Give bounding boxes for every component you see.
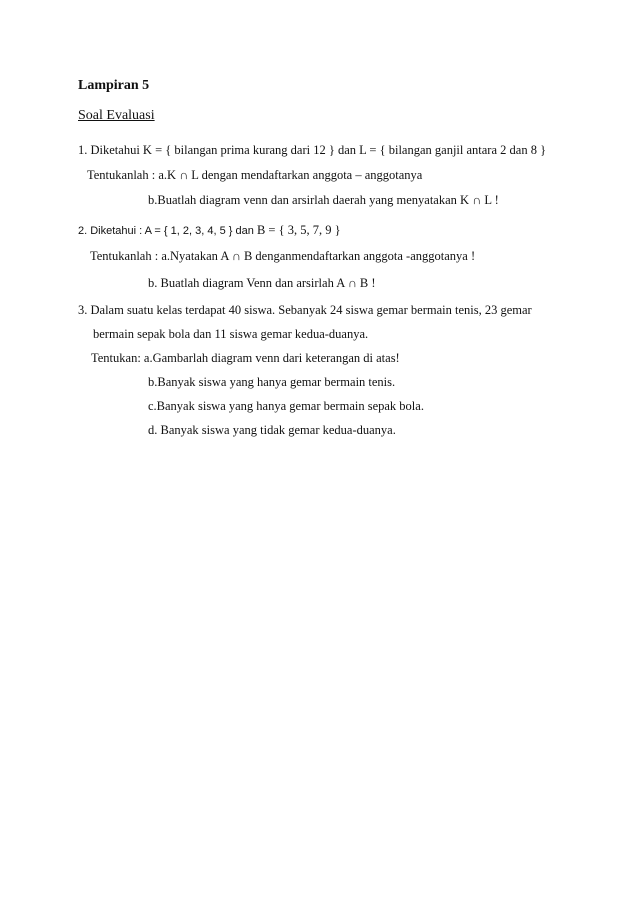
- question-3-part-c: c.Banyak siswa yang hanya gemar bermain sepak bola.: [148, 399, 424, 413]
- question-1-part-b: b.Buatlah diagram venn dan arsirlah daerah yang menyatakan K ∩ L !: [148, 193, 499, 207]
- question-3-part-b: b.Banyak siswa yang hanya gemar bermain tenis.: [148, 375, 396, 389]
- question-2-part-a: Tentukanlah : a.Nyatakan A ∩ B denganmendaftarkan anggota -anggotanya !: [90, 249, 476, 263]
- question-3-text: 3. Dalam suatu kelas terdapat 40 siswa. Sebanyak 24 siswa gemar bermain tenis, 23 gemar: [78, 303, 532, 317]
- question-2-part-b: b. Buatlah diagram Venn dan arsirlah A ∩ B !: [148, 276, 376, 290]
- section-heading: Soal Evaluasi: [78, 108, 155, 123]
- question-3-text-continued: bermain sepak bola dan 11 siswa gemar kedua-duanya.: [93, 327, 369, 341]
- question-1-text: 1. Diketahui K = { bilangan prima kurang dari 12 } dan L = { bilangan ganjil antara 2 dan 8 }: [78, 143, 547, 157]
- question-3-part-d: d. Banyak siswa yang tidak gemar kedua-duanya.: [148, 423, 396, 437]
- question-1-part-a: Tentukanlah : a.K ∩ L dengan mendaftarkan anggota – anggotanya: [87, 168, 423, 182]
- question-3-part-a: Tentukan: a.Gambarlah diagram venn dari keterangan di atas!: [91, 351, 400, 365]
- question-2-given-b: B = { 3, 5, 7, 9 }: [256, 223, 341, 237]
- page-title: Lampiran 5: [78, 78, 150, 93]
- question-2-given-a: 2. Diketahui : A = { 1, 2, 3, 4, 5 } dan: [78, 225, 254, 237]
- question-2-text: [78, 222, 341, 239]
